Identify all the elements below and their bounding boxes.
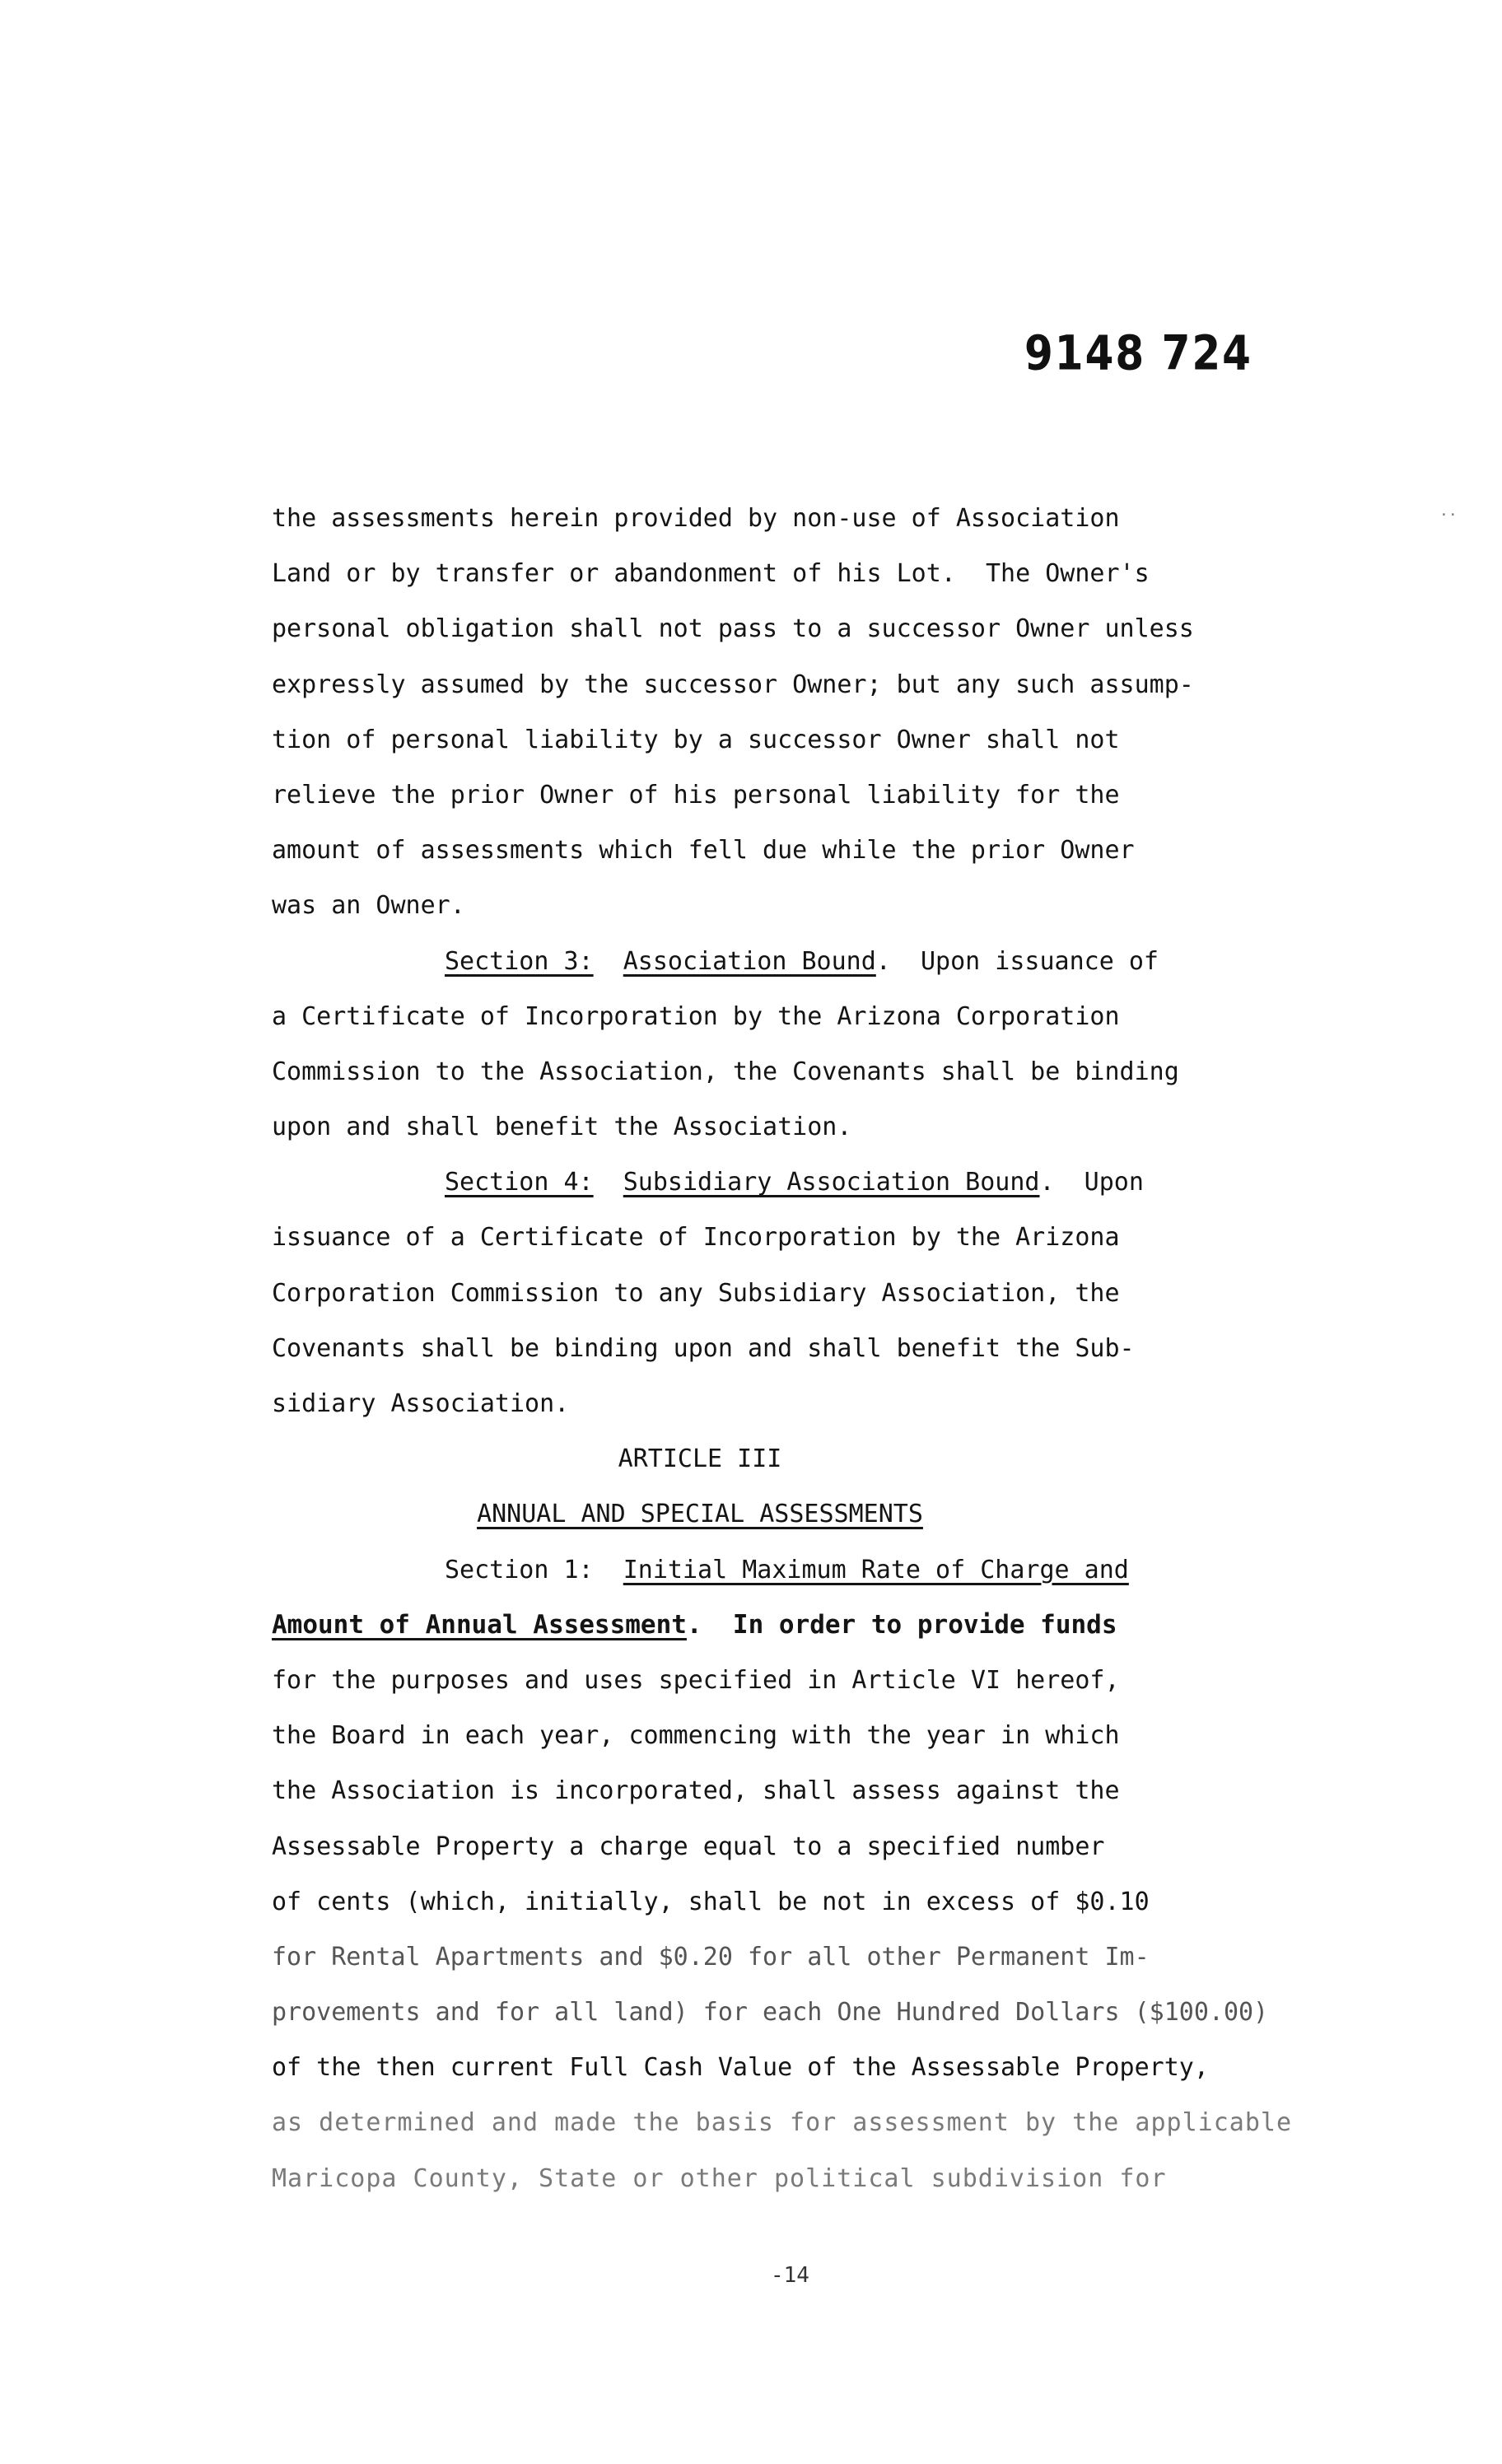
text-line: amount of assessments which fell due while the prior Owner: [272, 836, 1135, 866]
section-1-lead: . In order to provide funds: [686, 1609, 1117, 1640]
article-number: ARTICLE III: [618, 1444, 782, 1474]
section-4-title: Subsidiary Association Bound: [623, 1168, 1040, 1197]
text-line: Covenants shall be binding upon and shall benefit the Sub-: [272, 1333, 1135, 1363]
text-line: sidiary Association.: [272, 1389, 570, 1418]
article-title: ANNUAL AND SPECIAL ASSESSMENTS: [477, 1500, 923, 1529]
corner-mark: ..: [1439, 502, 1458, 520]
text-line: the Board in each year, commencing with the year in which: [272, 1721, 1120, 1751]
text-line: relieve the prior Owner of his personal liability for the: [272, 780, 1120, 810]
section-3-lead: . Upon issuance of: [875, 946, 1159, 976]
text-line-faded: Maricopa County, State or other political subdivision for: [272, 2163, 1167, 2193]
recording-stamp: 9148 724: [1024, 325, 1252, 381]
text-line: Assessable Property a charge equal to a specified number: [272, 1832, 1105, 1861]
section-1-title-part2: Amount of Annual Assessment: [272, 1609, 687, 1640]
section-1-title-line-2: [272, 1598, 1375, 1653]
text-line: provements and for all land) for each One Hundred Dollars ($100.00): [272, 1998, 1269, 2028]
section-4-lead: . Upon: [1039, 1168, 1144, 1197]
text-line: for Rental Apartments and $0.20 for all other Permanent Im-: [272, 1942, 1150, 1972]
text-line-faded: as determined and made the basis for assessment by the applicable: [272, 2108, 1292, 2138]
text-line: tion of personal liability by a successor Owner shall not: [272, 725, 1120, 754]
page-number: -14: [771, 2263, 809, 2288]
text-line: the assessments herein provided by non-use of Association: [272, 504, 1120, 533]
text-line: of the then current Full Cash Value of the Assessable Property,: [272, 2053, 1209, 2083]
section-3-label: Section 3:: [445, 946, 594, 976]
section-4-heading-line: [272, 1155, 1375, 1210]
text-line: of cents (which, initially, shall be not in excess of $0.10: [272, 1887, 1150, 1916]
text-line: Land or by transfer or abandonment of his Lot. The Owner's: [272, 559, 1150, 589]
text-line: upon and shall benefit the Association.: [272, 1113, 852, 1142]
text-line: a Certificate of Incorporation by the Arizona Corporation: [272, 1001, 1120, 1031]
section-1-label: Section 1:: [445, 1555, 594, 1584]
section-3-heading-line: [272, 934, 1375, 989]
document-body: [272, 491, 1375, 2206]
text-line: personal obligation shall not pass to a successor Owner unless: [272, 614, 1194, 644]
text-line: was an Owner.: [272, 891, 465, 921]
text-line: the Association is incorporated, shall assess against the: [272, 1776, 1120, 1806]
text-line: expressly assumed by the successor Owner; but any such assump-: [272, 670, 1194, 699]
text-line: Commission to the Association, the Covenants shall be binding: [272, 1057, 1179, 1086]
text-line: for the purposes and uses specified in Article VI hereof,: [272, 1665, 1120, 1695]
section-1-heading-line: [272, 1542, 1375, 1598]
text-line: issuance of a Certificate of Incorporation by the Arizona: [272, 1223, 1120, 1253]
article-title-line: [272, 1486, 1128, 1542]
section-3-title: Association Bound: [623, 946, 876, 976]
section-4-label: Section 4:: [445, 1168, 594, 1197]
section-1-title-part1: Initial Maximum Rate of Charge and: [623, 1555, 1129, 1584]
text-line: Corporation Commission to any Subsidiary Association, the: [272, 1278, 1120, 1308]
